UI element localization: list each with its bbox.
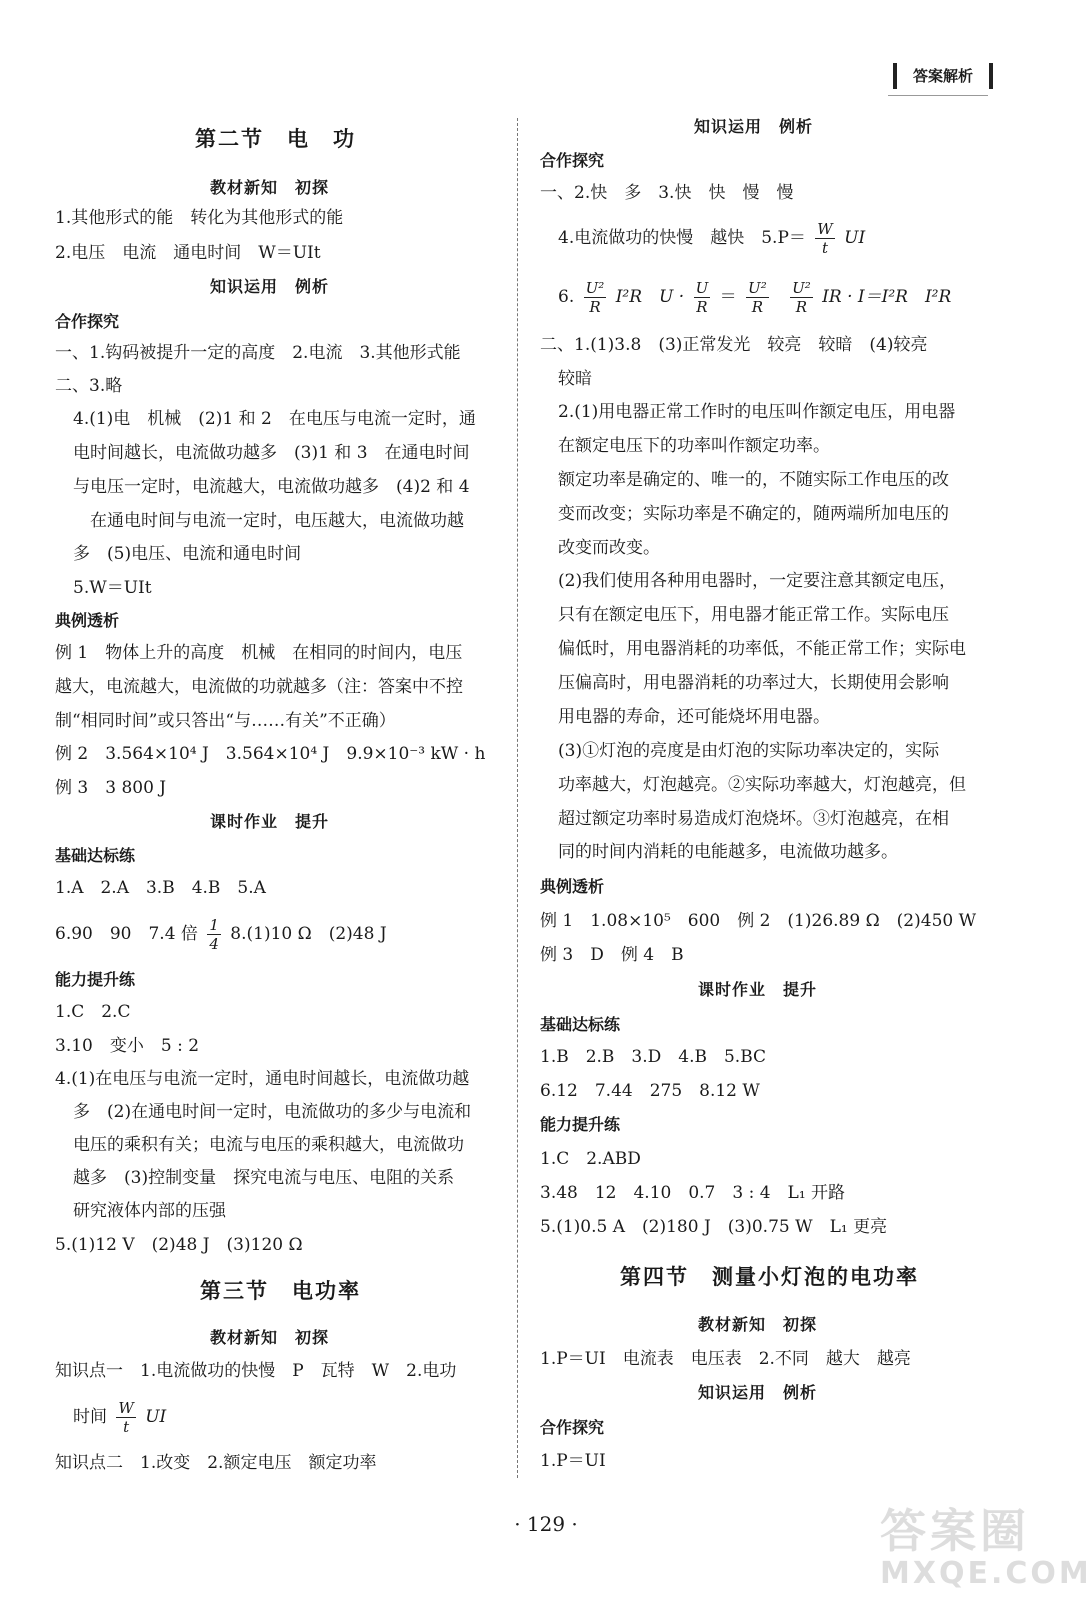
- answer-line: 1.C 2.ABD: [540, 1149, 641, 1169]
- fraction-numerator: U²: [792, 279, 811, 297]
- answer-text: 8.(1)10 Ω (2)48 J: [230, 924, 387, 944]
- fraction-numerator: U: [695, 279, 709, 297]
- page-number: · 129 ·: [514, 1512, 578, 1536]
- answer-line: 用电器的寿命，还可能烧坏用电器。: [558, 707, 830, 727]
- answer-line: 1.B 2.B 3.D 4.B 5.BC: [540, 1047, 767, 1067]
- answer-line: 5.W＝UIt: [73, 578, 152, 598]
- answer-line: 二、1.(1)3.8 (3)正常发光 较亮 较暗 (4)较亮: [540, 335, 928, 355]
- answer-line: 较暗: [558, 369, 592, 389]
- answer-line: (3)①灯泡的亮度是由灯泡的实际功率决定的，实际: [558, 741, 940, 761]
- answer-line: 5.(1)0.5 A (2)180 J (3)0.75 W L₁ 更亮: [540, 1217, 888, 1237]
- answer-line: 偏低时，用电器消耗的功率低，不能正常工作；实际电: [558, 639, 966, 659]
- answer-line: 2.(1)用电器正常工作时的电压叫作额定电压，用电器: [558, 402, 956, 422]
- answer-line: 1.P＝UI 电流表 电压表 2.不同 越大 越亮: [540, 1349, 911, 1369]
- answer-line: 3.48 12 4.10 0.7 3 : 4 L₁ 开路: [540, 1183, 846, 1203]
- fraction-u2-over-r: [790, 279, 813, 316]
- answer-line: [55, 914, 387, 954]
- answer-line: 4.(1)电 机械 (2)1 和 2 在电压与电流一定时，通: [73, 409, 476, 429]
- basic-practice-heading: 基础达标练: [540, 1015, 621, 1034]
- fraction-u2-over-r: [746, 279, 769, 316]
- watermark-logo-text: 答案圈: [880, 1504, 1030, 1558]
- answer-line: 越多 (3)控制变量 探究电流与电压、电阻的关系: [73, 1168, 455, 1188]
- answer-text: 时间: [73, 1407, 107, 1427]
- answer-line: 例 1 1.08×10⁵ 600 例 2 (1)26.89 Ω (2)450 W: [540, 911, 977, 931]
- answer-line: 5.(1)12 V (2)48 J (3)120 Ω: [55, 1235, 303, 1255]
- answer-line: 多 (2)在通电时间一定时，电流做功的多少与电流和: [73, 1102, 472, 1122]
- answer-line: 3.10 变小 5 : 2: [55, 1036, 200, 1056]
- section-4-application-heading: 知识运用 例析: [698, 1383, 818, 1402]
- fraction-numerator: W: [118, 1399, 134, 1417]
- typical-examples-heading: 典例透析: [540, 877, 605, 896]
- answer-line: 1.其他形式的能 转化为其他形式的能: [55, 208, 344, 228]
- header-rule: [888, 95, 988, 96]
- answer-analysis-badge: 答案解析: [893, 63, 993, 89]
- fraction-denominator: t: [123, 1418, 130, 1436]
- answer-text: I²R U ·: [615, 287, 685, 307]
- fraction-denominator: R: [696, 298, 708, 316]
- answer-line: [558, 218, 865, 258]
- answer-line: [73, 1397, 166, 1437]
- section-4-title: 第四节 测量小灯泡的电功率: [620, 1265, 919, 1289]
- cooperative-exploration-heading: 合作探究: [55, 312, 120, 331]
- fraction-numerator: W: [817, 220, 833, 238]
- typical-examples-heading: 典例透析: [55, 611, 120, 630]
- column-divider: [517, 118, 518, 1478]
- fraction-denominator: R: [589, 298, 601, 316]
- answer-line: 例 3 3 800 J: [55, 778, 167, 798]
- ability-practice-heading: 能力提升练: [55, 970, 136, 989]
- answer-line: 只有在额定电压下，用电器才能正常工作。实际电压: [558, 605, 949, 625]
- answer-line: 制“相同时间”或只答出“与……有关”不正确）: [55, 711, 396, 731]
- answer-line: 变而改变；实际功率是不确定的，随两端所加电压的: [558, 504, 949, 524]
- answer-line: 知识点二 1.改变 2.额定电压 额定功率: [55, 1453, 377, 1473]
- answer-line: 1.C 2.C: [55, 1002, 131, 1022]
- answer-line: 电压的乘积有关；电流与电压的乘积越大，电流做功: [73, 1135, 464, 1155]
- fraction-w-over-t: [116, 1399, 135, 1436]
- equals-sign: ＝: [719, 287, 737, 307]
- answer-line: 超过额定功率时易造成灯泡烧坏。③灯泡越亮，在相: [558, 809, 949, 829]
- fraction-numerator: U²: [585, 279, 605, 297]
- fraction-u-over-r: [694, 279, 711, 316]
- cooperative-exploration-heading: 合作探究: [540, 1418, 605, 1437]
- ability-practice-heading: 能力提升练: [540, 1115, 621, 1134]
- answer-line: 例 1 物体上升的高度 机械 在相同的时间内，电压: [55, 643, 463, 663]
- answer-line: 压偏高时，用电器消耗的功率过大，长期使用会影响: [558, 673, 949, 693]
- answer-line: 1.A 2.A 3.B 4.B 5.A: [55, 878, 266, 898]
- answer-text: UI: [145, 1407, 167, 1427]
- answer-line: 多 (5)电压、电流和通电时间: [73, 544, 302, 564]
- answer-line: 1.P＝UI: [540, 1451, 606, 1471]
- answer-line: 在额定电压下的功率叫作额定功率。: [558, 436, 830, 456]
- answer-line: 在通电时间与电流一定时，电压越大，电流做功越: [90, 511, 464, 531]
- fraction-numerator: 1: [209, 916, 219, 934]
- fraction-denominator: 4: [209, 935, 219, 953]
- answer-line: 越大，电流越大，电流做的功就越多（注：答案中不控: [55, 677, 463, 697]
- site-watermark: [880, 1504, 1092, 1595]
- answer-line: 额定功率是确定的、唯一的，不随实际工作电压的改: [558, 470, 949, 490]
- answer-line: 同的时间内消耗的电能越多，电流做功越多。: [558, 842, 898, 862]
- section-3-title: 第三节 电功率: [200, 1279, 361, 1303]
- fraction-one-quarter: [207, 916, 221, 953]
- answer-line: 一、2.快 多 3.快 快 慢 慢: [540, 183, 794, 203]
- homework-heading: 课时作业 提升: [210, 812, 330, 831]
- answer-line: 6.12 7.44 275 8.12 W: [540, 1081, 760, 1101]
- fraction-u2-over-r: [584, 279, 607, 316]
- answer-line: 4.(1)在电压与电流一定时，通电时间越长，电流做功越: [55, 1069, 470, 1089]
- answer-line: 二、3.略: [55, 376, 123, 396]
- section-3-new-knowledge-heading: 教材新知 初探: [210, 1328, 330, 1347]
- answer-line: 一、1.钩码被提升一定的高度 2.电流 3.其他形式能: [55, 343, 461, 363]
- section-4-new-knowledge-heading: 教材新知 初探: [698, 1315, 818, 1334]
- answer-line: 例 3 D 例 4 B: [540, 945, 684, 965]
- answer-text: IR · I＝I²R I²R: [822, 287, 952, 307]
- answer-line: 例 2 3.564×10⁴ J 3.564×10⁴ J 9.9×10⁻³ kW · h: [55, 744, 486, 764]
- cooperative-exploration-heading: 合作探究: [540, 151, 605, 170]
- fraction-denominator: R: [795, 298, 808, 316]
- fraction-numerator: U²: [748, 279, 767, 297]
- answer-line: 与电压一定时，电流越大，电流做功越多 (4)2 和 4: [73, 477, 470, 497]
- section-2-new-knowledge-heading: 教材新知 初探: [210, 178, 330, 197]
- section-2-application-heading: 知识运用 例析: [210, 277, 330, 296]
- answer-text: 4.电流做功的快慢 越快 5.P＝: [558, 228, 806, 248]
- answer-text: 6.90 90 7.4 倍: [55, 924, 198, 944]
- answer-line: 知识点一 1.电流做功的快慢 P 瓦特 W 2.电功: [55, 1361, 457, 1381]
- fraction-denominator: R: [751, 298, 764, 316]
- answer-line: [558, 276, 951, 318]
- fraction-denominator: t: [821, 239, 829, 257]
- answer-line: 改变而改变。: [558, 538, 660, 558]
- fraction-w-over-t: [815, 220, 834, 257]
- watermark-url-text: MXQE.COM: [880, 1556, 1092, 1591]
- answer-line: 功率越大，灯泡越亮。②实际功率越大，灯泡越亮，但: [558, 775, 966, 795]
- section-2-title: 第二节 电 功: [195, 127, 356, 151]
- answer-line: 2.电压 电流 通电时间 W＝UIt: [55, 243, 321, 263]
- answer-line: 研究液体内部的压强: [73, 1201, 226, 1221]
- homework-heading: 课时作业 提升: [698, 980, 818, 999]
- answer-line: 电时间越长，电流做功越多 (3)1 和 3 在通电时间: [73, 443, 470, 463]
- answer-text: 6.: [558, 287, 575, 307]
- answer-text: UI: [844, 228, 866, 248]
- answer-line: (2)我们使用各种用电器时，一定要注意其额定电压，: [558, 571, 957, 591]
- application-heading: 知识运用 例析: [694, 117, 814, 136]
- basic-practice-heading: 基础达标练: [55, 846, 136, 865]
